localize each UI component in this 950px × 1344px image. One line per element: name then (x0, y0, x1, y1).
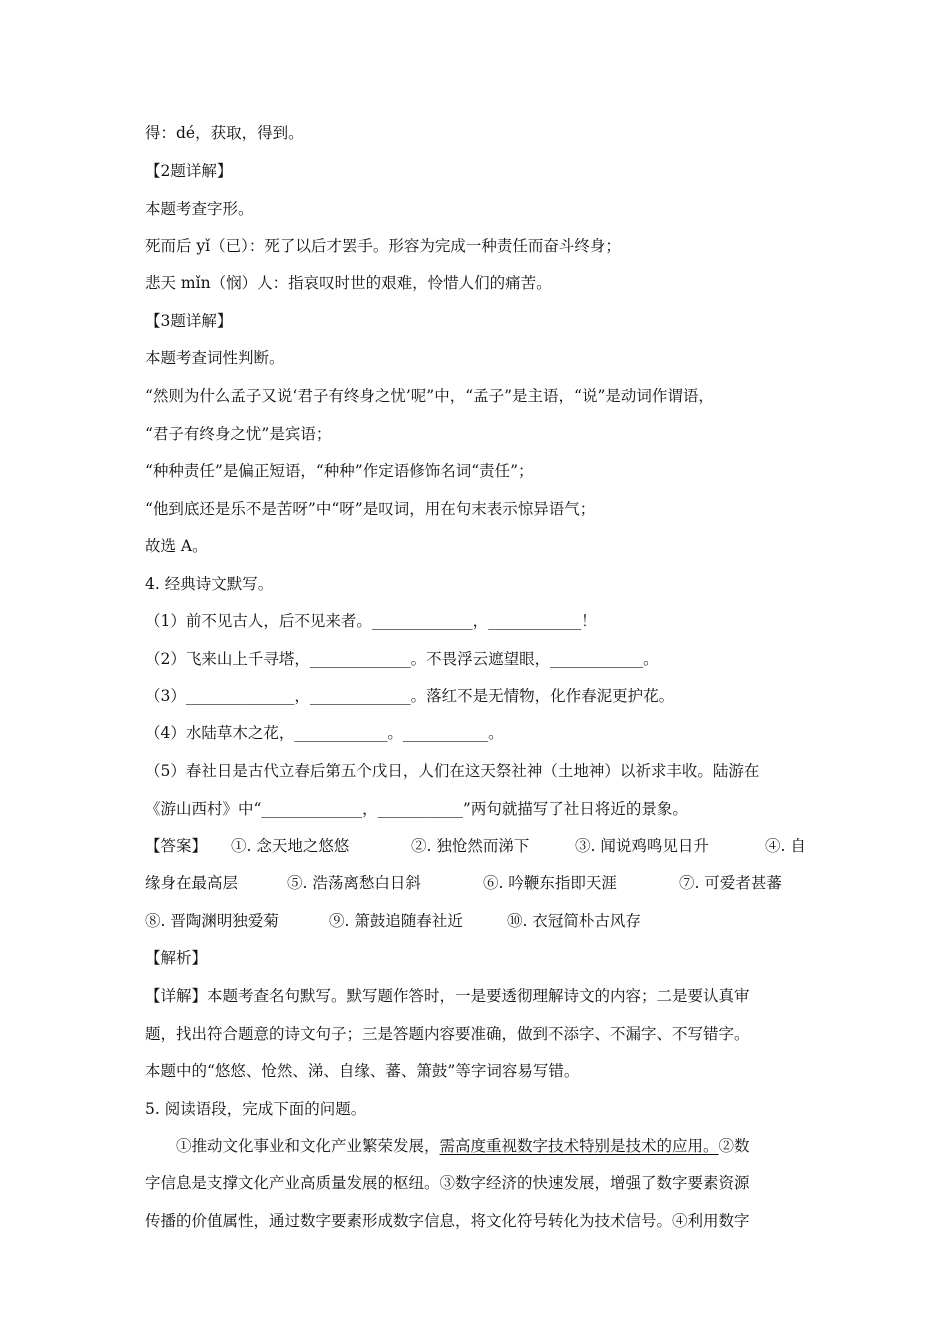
question-item: 《游山西村》中“_____________，___________”两句就描写了社日将近的景象。 (145, 800, 688, 818)
answer-row (145, 835, 807, 857)
text-line: 本题考查字形。 (145, 200, 254, 218)
text-line: 悲天 mǐn（悯）人：指哀叹时世的艰难，怜惜人们的痛苦。 (145, 274, 552, 292)
answer-item: 缘身在最高层 (145, 874, 239, 892)
text-line: 【详解】本题考查名句默写。默写题作答时，一是要透彻理解诗文的内容；二是要认真审 (145, 987, 750, 1005)
text-line: 本题中的“悠悠、怆然、涕、自缘、蕃、箫鼓”等字词容易写错。 (145, 1062, 580, 1080)
text-line: “他到底还是乐不是苦呀”中“呀”是叹词，用在句末表示惊异语气； (145, 500, 596, 518)
answer-item: ⑩. 衣冠简朴古风存 (507, 912, 641, 930)
answer-label: 【答案】 (145, 837, 208, 855)
answer-row (145, 872, 807, 894)
answer-item: ⑥. 吟鞭东指即天涯 (483, 874, 617, 892)
answer-item: ③. 闻说鸡鸣见日升 (575, 837, 709, 855)
answer-row (145, 910, 807, 932)
question-item: （3）______________，_____________。落红不是无情物，化作春泥更护花。 (145, 687, 675, 705)
text-line: 本题考查词性判断。 (145, 349, 285, 367)
question-title: 5. 阅读语段，完成下面的问题。 (145, 1100, 367, 1118)
answer-item: ⑧. 晋陶渊明独爱菊 (145, 912, 279, 930)
answer-item: ⑦. 可爱者甚蕃 (679, 874, 782, 892)
text-line: “然则为什么孟子又说‘君子有终身之忧’呢”中，“孟子”是主语，“说”是动词作谓语， (145, 387, 714, 405)
section-heading: 【解析】 (145, 949, 208, 967)
passage-line: 传播的价值属性，通过数字要素形成数字信息，将文化符号转化为技术信号。④利用数字 (145, 1212, 750, 1230)
passage-line (176, 1135, 750, 1157)
answer-item: ⑤. 浩荡离愁白日斜 (287, 874, 421, 892)
underlined-sentence: 需高度重视数字技术特别是技术的应用。 (439, 1137, 719, 1155)
text-line: “种种责任”是偏正短语，“种种”作定语修饰名词“责任”； (145, 462, 534, 480)
text-line: 死而后 yǐ（已）：死了以后才罢手。形容为完成一种责任而奋斗终身； (145, 237, 621, 255)
text-line: 题，找出符合题意的诗文句子；三是答题内容要准确，做到不添字、不漏字、不写错字。 (145, 1025, 750, 1043)
passage-text: ②数 (718, 1137, 750, 1155)
answer-item: ②. 独怆然而涕下 (411, 837, 530, 855)
passage-line: 字信息是支撑文化产业高质量发展的枢纽。③数字经济的快速发展，增强了数字要素资源 (145, 1174, 750, 1192)
question-item: （2）飞来山上千寻塔，_____________。不畏浮云遮望眼，____________。 (145, 650, 659, 668)
question-title: 4. 经典诗文默写。 (145, 575, 274, 593)
text-line: 故选 A。 (145, 537, 208, 555)
answer-item: ④. 自 (765, 837, 806, 855)
text-line: 得：dé，获取，得到。 (145, 124, 304, 142)
section-heading: 【3题详解】 (145, 312, 233, 330)
section-heading: 【2题详解】 (145, 162, 233, 180)
answer-item: ①. 念天地之悠悠 (231, 837, 350, 855)
question-item: （5）春社日是古代立春后第五个戊日，人们在这天祭社神（土地神）以祈求丰收。陆游在 (145, 762, 760, 780)
answer-item: ⑨. 箫鼓追随春社近 (329, 912, 463, 930)
question-item: （4）水陆草木之花，____________。___________。 (145, 724, 504, 742)
passage-text: ①推动文化事业和文化产业繁荣发展， (176, 1137, 440, 1155)
text-line: “君子有终身之忧”是宾语； (145, 425, 332, 443)
question-item: （1）前不见古人，后不见来者。_____________，____________！ (145, 612, 597, 630)
